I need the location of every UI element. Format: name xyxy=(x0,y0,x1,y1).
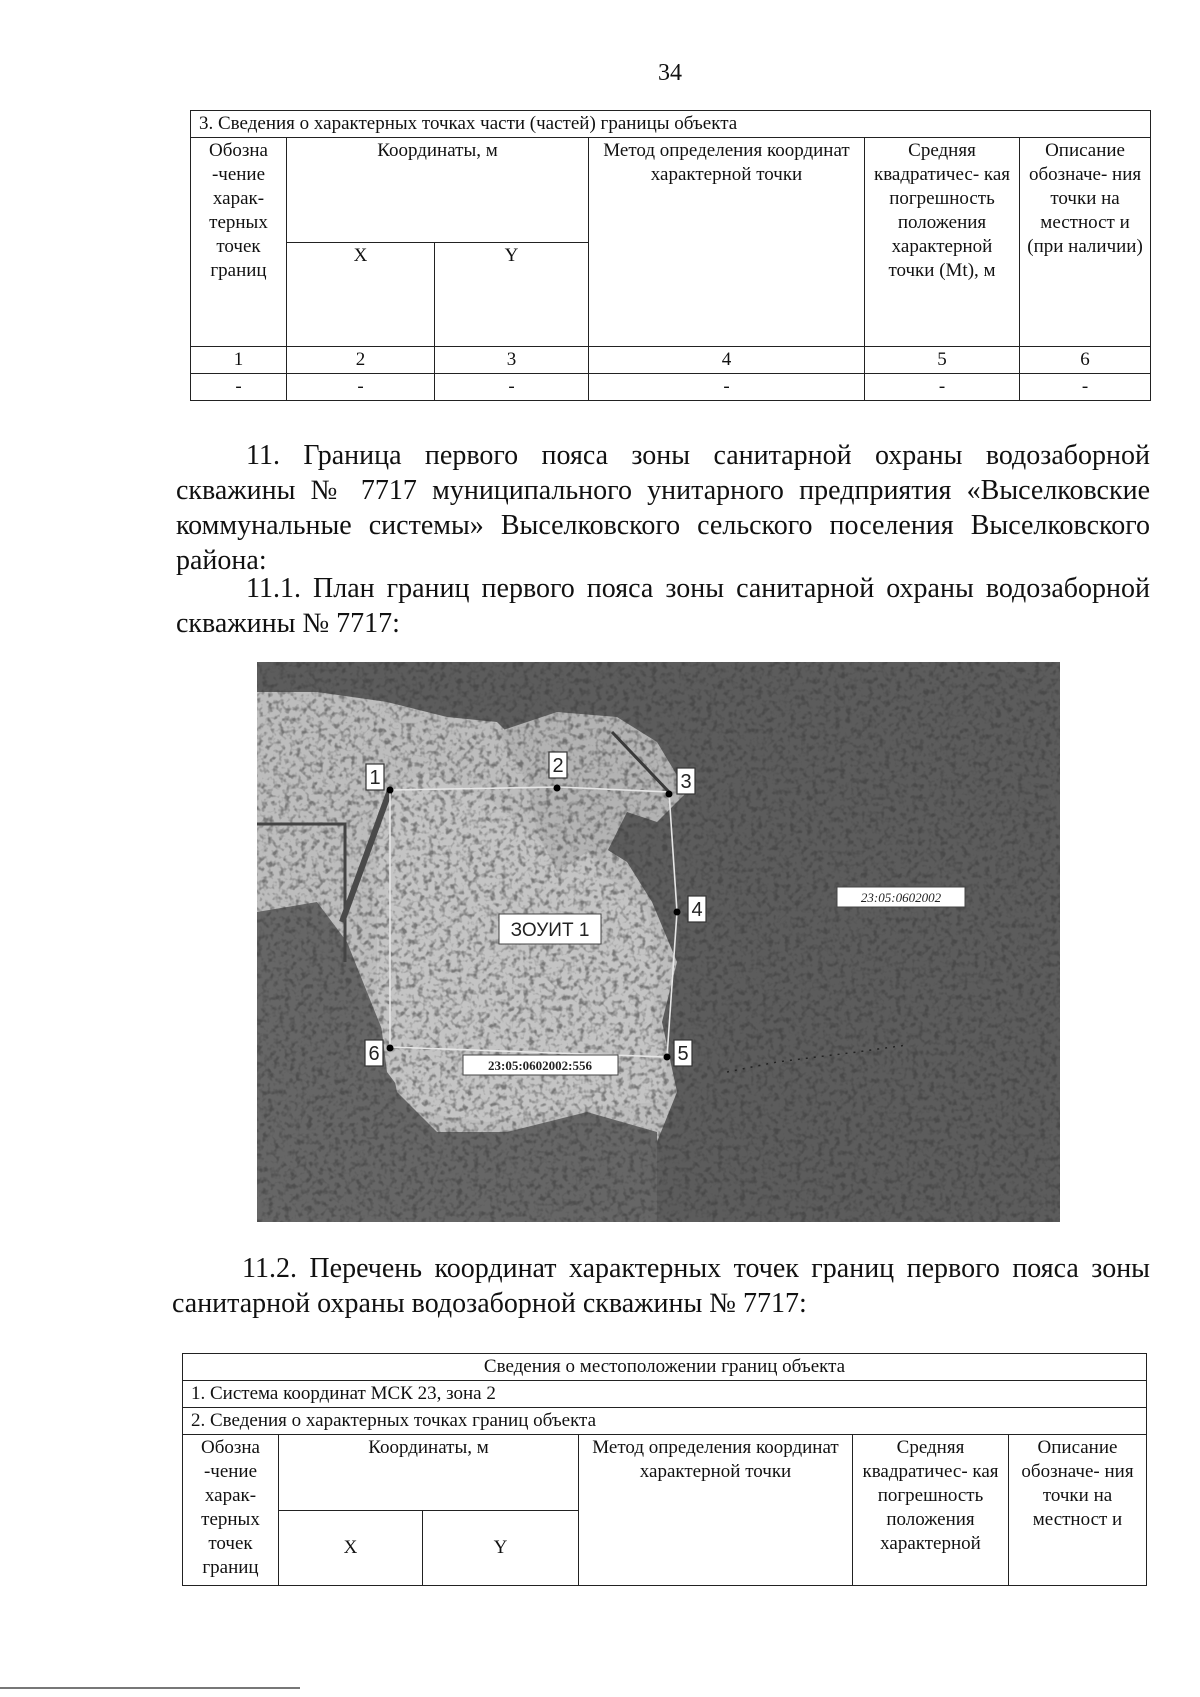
col-method-header: Метод определения координат характерной точки xyxy=(589,138,865,347)
table-header: Сведения о местоположении границ объекта xyxy=(183,1354,1147,1381)
point-label-1 xyxy=(366,764,384,790)
point-label-4 xyxy=(688,896,706,922)
point-1-marker xyxy=(387,787,394,794)
column-number: 5 xyxy=(865,347,1020,374)
characteristic-points-table-part xyxy=(190,110,1151,401)
point-label-6-text: 6 xyxy=(368,1043,380,1065)
page-number: 34 xyxy=(658,60,682,86)
point-label-3 xyxy=(677,768,695,794)
point-3-marker xyxy=(666,791,673,798)
parcel-label-bottom-text: 23:05:0602002:556 xyxy=(488,1058,592,1073)
point-label-5-text: 5 xyxy=(677,1043,689,1065)
point-label-3-text: 3 xyxy=(680,771,692,793)
parcel-label-right xyxy=(837,887,965,907)
point-label-5 xyxy=(674,1040,692,1066)
paragraph-11-text: 11. Граница первого пояса зоны санитарной охраны водозаборной скважины № 7717 муниципального унитарного предприятия «Выселковские коммунальные системы» Выселковского сельского поселения Выселковского района: xyxy=(176,440,1150,576)
terrain-noise xyxy=(257,662,1060,1222)
paragraph-11-1 xyxy=(176,571,1150,641)
col-designation-header: Обозна -чение харак- терных точек границ xyxy=(183,1435,279,1586)
point-4-marker xyxy=(674,909,681,916)
column-number: 1 xyxy=(191,347,287,374)
table-cell: - xyxy=(191,374,287,401)
col-description-header: Описание обозначе- ния точки на местност и (при наличии) xyxy=(1020,138,1151,347)
col-designation-header: Обозна -чение харак- терных точек границ xyxy=(191,138,287,347)
points-info-row: 2. Сведения о характерных точках границ объекта xyxy=(183,1408,1147,1435)
col-y-header: Y xyxy=(423,1510,579,1586)
table-caption: 3. Сведения о характерных точках части (частей) границы объекта xyxy=(191,111,1151,138)
coordinate-system-row: 1. Система координат МСК 23, зона 2 xyxy=(183,1381,1147,1408)
col-coords-header: Координаты, м xyxy=(287,138,589,243)
point-label-2 xyxy=(549,752,567,778)
column-number: 4 xyxy=(589,347,865,374)
bottom-rule xyxy=(0,1687,300,1689)
table-cell: - xyxy=(435,374,589,401)
point-5-marker xyxy=(664,1054,671,1061)
column-number: 3 xyxy=(435,347,589,374)
parcel-label-right-text: 23:05:0602002 xyxy=(860,890,942,905)
point-label-6 xyxy=(365,1040,383,1066)
zone-label xyxy=(499,914,601,944)
paragraph-11-2 xyxy=(172,1251,1150,1321)
column-number-row xyxy=(191,347,1151,374)
zone-label-text: ЗОУИТ 1 xyxy=(510,920,590,941)
table-cell: - xyxy=(1020,374,1151,401)
boundary-plan-map xyxy=(257,662,1060,1222)
boundary-location-table xyxy=(182,1353,1147,1586)
table-cell: - xyxy=(589,374,865,401)
point-label-2-text: 2 xyxy=(552,755,564,777)
col-error-header: Средняя квадратичес- кая погрешность положения характерной xyxy=(853,1435,1009,1586)
column-number: 6 xyxy=(1020,347,1151,374)
paragraph-11-2-text: 11.2. Перечень координат характерных точек границ первого пояса зоны санитарной охраны водозаборной скважины № 7717: xyxy=(172,1253,1150,1319)
point-label-1-text: 1 xyxy=(369,767,381,789)
col-x-header: X xyxy=(287,242,435,347)
col-error-header: Средняя квадратичес- кая погрешность положения характерной точки (Mt), м xyxy=(865,138,1020,347)
table-cell: - xyxy=(865,374,1020,401)
col-coords-header: Координаты, м xyxy=(279,1435,579,1511)
parcel-label-bottom xyxy=(463,1055,618,1075)
col-description-header: Описание обозначе- ния точки на местност и xyxy=(1009,1435,1147,1586)
paragraph-11-1-text: 11.1. План границ первого пояса зоны санитарной охраны водозаборной скважины № 7717: xyxy=(176,573,1150,639)
col-method-header: Метод определения координат характерной точки xyxy=(579,1435,853,1586)
col-x-header: X xyxy=(279,1510,423,1586)
point-label-4-text: 4 xyxy=(691,899,703,921)
col-y-header: Y xyxy=(435,242,589,347)
point-6-marker xyxy=(387,1045,394,1052)
column-number: 2 xyxy=(287,347,435,374)
table-cell: - xyxy=(287,374,435,401)
table-row xyxy=(191,374,1151,401)
paragraph-11 xyxy=(176,438,1150,578)
point-2-marker xyxy=(554,785,561,792)
